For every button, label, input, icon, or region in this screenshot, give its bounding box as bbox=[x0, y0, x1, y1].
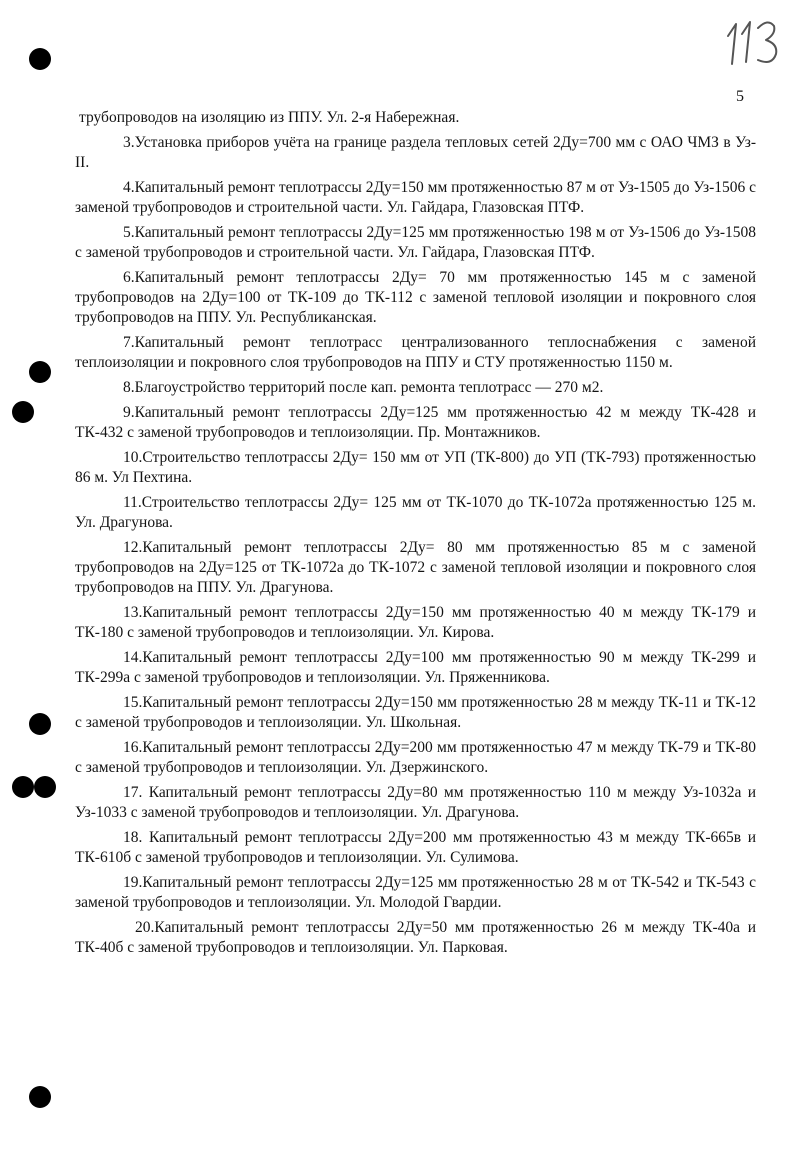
list-item: 20.Капитальный ремонт теплотрассы 2Ду=50 мм протяженностью 26 м между ТК-40а и ТК-40б с заменой трубопроводов и теплоизоляции. Ул. Парковая. bbox=[75, 919, 756, 957]
list-item: 11.Строительство теплотрассы 2Ду= 125 мм от ТК-1070 до ТК-1072а протяженностью 125 м. Ул. Драгунова. bbox=[75, 493, 756, 531]
list-item: 7.Капитальный ремонт теплотрасс централизованного теплоснабжения с заменой теплоизоляции и покровного слоя трубопроводов на ППУ и СТУ протяженностью 1150 м. bbox=[75, 334, 756, 372]
punch-hole bbox=[29, 1086, 51, 1108]
list-item: 4.Капитальный ремонт теплотрассы 2Ду=150 мм протяженностью 87 м от Уз-1505 до Уз-1506 с заменой трубопроводов и строительной части. Ул. Гайдара, Глазовская ПТФ. bbox=[75, 178, 756, 216]
list-item: 17. Капитальный ремонт теплотрассы 2Ду=80 мм протяженностью 110 м между Уз-1032а и Уз-1033 с заменой трубопроводов и теплоизоляции. Ул. Драгунова. bbox=[75, 784, 756, 822]
list-item: 15.Капитальный ремонт теплотрассы 2Ду=150 мм протяженностью 28 м между ТК-11 и ТК-12 с заменой трубопроводов и теплоизоляции. Ул. Школьная. bbox=[75, 694, 756, 732]
paragraph: трубопроводов на изоляцию из ППУ. Ул. 2-я Набережная. bbox=[79, 109, 460, 126]
punch-hole bbox=[29, 361, 51, 383]
document-body bbox=[75, 108, 756, 963]
list-item: 12.Капитальный ремонт теплотрассы 2Ду= 80 мм протяженностью 85 м с заменой трубопроводов на 2Ду=125 от ТК-1072а до ТК-1072 с заменой тепловой изоляции и покровного слоя трубопроводов на ППУ. Ул. Драгунова. bbox=[75, 538, 756, 597]
list-item: 16.Капитальный ремонт теплотрассы 2Ду=200 мм протяженностью 47 м между ТК-79 и ТК-80 с заменой трубопроводов и теплоизоляции. Ул. Дзержинского. bbox=[75, 739, 756, 777]
page-number: 5 bbox=[736, 88, 744, 105]
list-item: 8.Благоустройство территорий после кап. ремонта теплотрасс — 270 м2. bbox=[123, 379, 604, 396]
list-item: 14.Капитальный ремонт теплотрассы 2Ду=100 мм протяженностью 90 м между ТК-299 и ТК-299а с заменой трубопроводов и теплоизоляции. Ул. Пряженникова. bbox=[75, 649, 756, 687]
list-item: 10.Строительство теплотрассы 2Ду= 150 мм от УП (ТК-800) до УП (ТК-793) протяженностью 86 м. Ул Пехтина. bbox=[75, 448, 756, 486]
punch-hole bbox=[12, 401, 34, 423]
punch-hole bbox=[12, 776, 34, 798]
list-item: 3.Установка приборов учёта на границе раздела тепловых сетей 2Ду=700 мм с ОАО ЧМЗ в Уз-II. bbox=[75, 133, 756, 171]
punch-hole bbox=[29, 48, 51, 70]
list-item: 6.Капитальный ремонт теплотрассы 2Ду= 70 мм протяженностью 145 м с заменой трубопроводов на 2Ду=100 от ТК-109 до ТК-112 с заменой тепловой изоляции и покровного слоя трубопроводов на ППУ. Ул. Республиканская. bbox=[75, 268, 756, 327]
list-item: 13.Капитальный ремонт теплотрассы 2Ду=150 мм протяженностью 40 м между ТК-179 и ТК-180 с заменой трубопроводов и теплоизоляции. Ул. Кирова. bbox=[75, 604, 756, 642]
list-item: 9.Капитальный ремонт теплотрассы 2Ду=125 мм протяженностью 42 м между ТК-428 и ТК-432 с заменой трубопроводов и теплоизоляции. Пр. Монтажников. bbox=[75, 403, 756, 441]
punch-hole bbox=[29, 713, 51, 735]
list-item: 5.Капитальный ремонт теплотрассы 2Ду=125 мм протяженностью 198 м от Уз-1506 до Уз-1508 с заменой трубопроводов и строительной части. Ул. Гайдара, Глазовская ПТФ. bbox=[75, 223, 756, 261]
handwritten-page-mark bbox=[722, 14, 784, 70]
list-item: 19.Капитальный ремонт теплотрассы 2Ду=125 мм протяженностью 28 м от ТК-542 и ТК-543 с заменой трубопроводов и теплоизоляции. Ул. Молодой Гвардии. bbox=[75, 874, 756, 912]
list-item: 18. Капитальный ремонт теплотрассы 2Ду=200 мм протяженностью 43 м между ТК-665в и ТК-610б с заменой трубопроводов и теплоизоляции. Ул. Сулимова. bbox=[75, 829, 756, 867]
punch-hole bbox=[34, 776, 56, 798]
